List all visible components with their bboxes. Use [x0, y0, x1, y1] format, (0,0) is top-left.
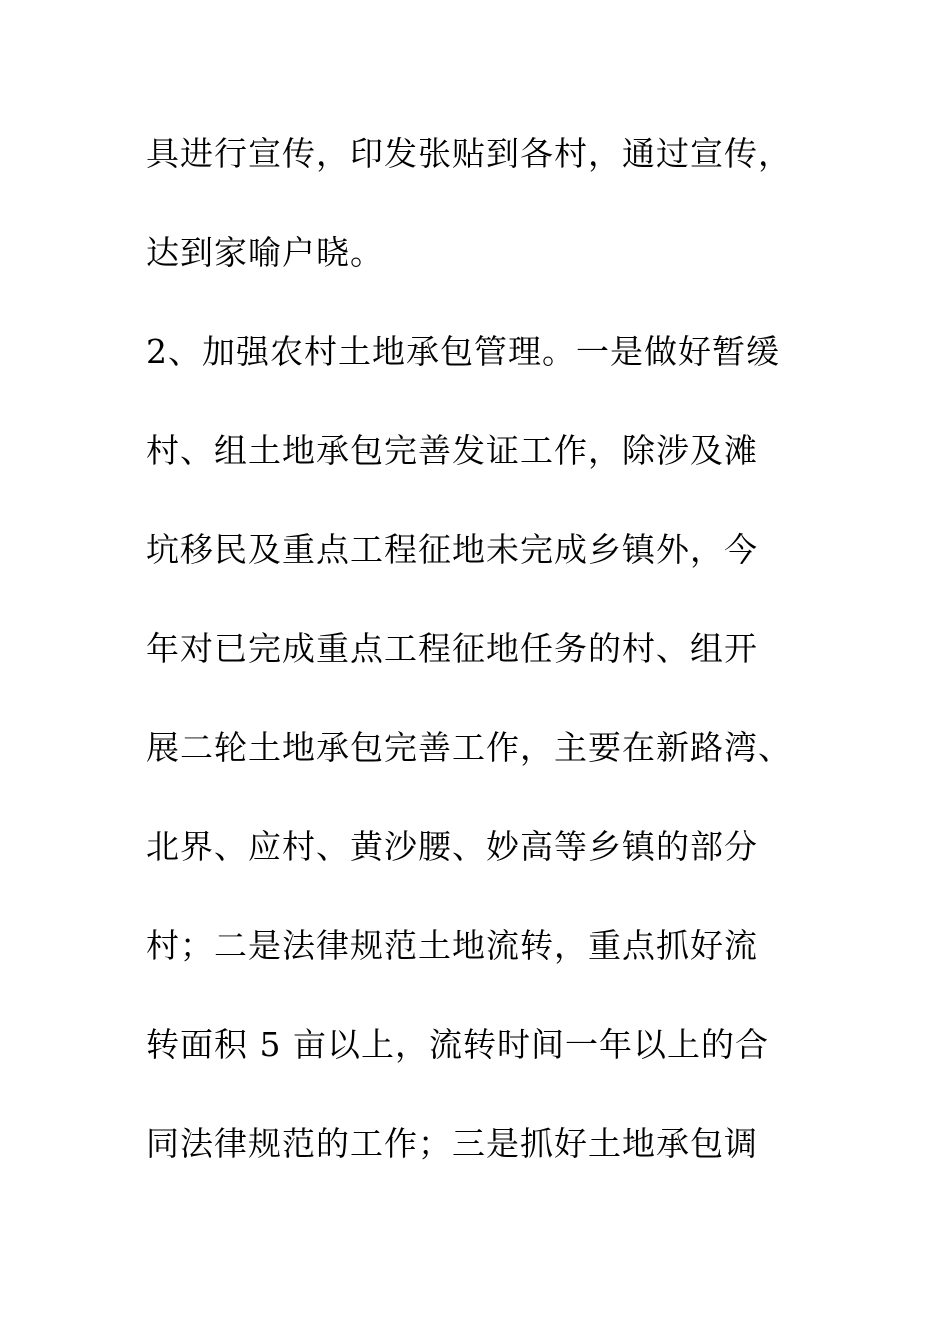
- text-line: 年对已完成重点工程征地任务的村、组开: [146, 629, 758, 668]
- text-line: 具进行宣传，印发张贴到各村，通过宣传，: [146, 134, 792, 173]
- text-line: 坑移民及重点工程征地未完成乡镇外，今: [146, 530, 758, 569]
- text-line: 达到家喻户晓。: [146, 233, 384, 272]
- text-line: 北界、应村、黄沙腰、妙高等乡镇的部分: [146, 827, 758, 866]
- text-line: 同法律规范的工作；三是抓好土地承包调: [146, 1124, 758, 1163]
- text-line: 2、加强农村土地承包管理。一是做好暂缓: [146, 332, 780, 371]
- text-line: 村；二是法律规范土地流转，重点抓好流: [146, 926, 758, 965]
- text-line: 转面积 5 亩以上，流转时间一年以上的合: [146, 1025, 769, 1064]
- text-line: 村、组土地承包完善发证工作，除涉及滩: [146, 431, 758, 470]
- text-line: 展二轮土地承包完善工作，主要在新路湾、: [146, 728, 792, 767]
- body-text: [146, 124, 826, 1213]
